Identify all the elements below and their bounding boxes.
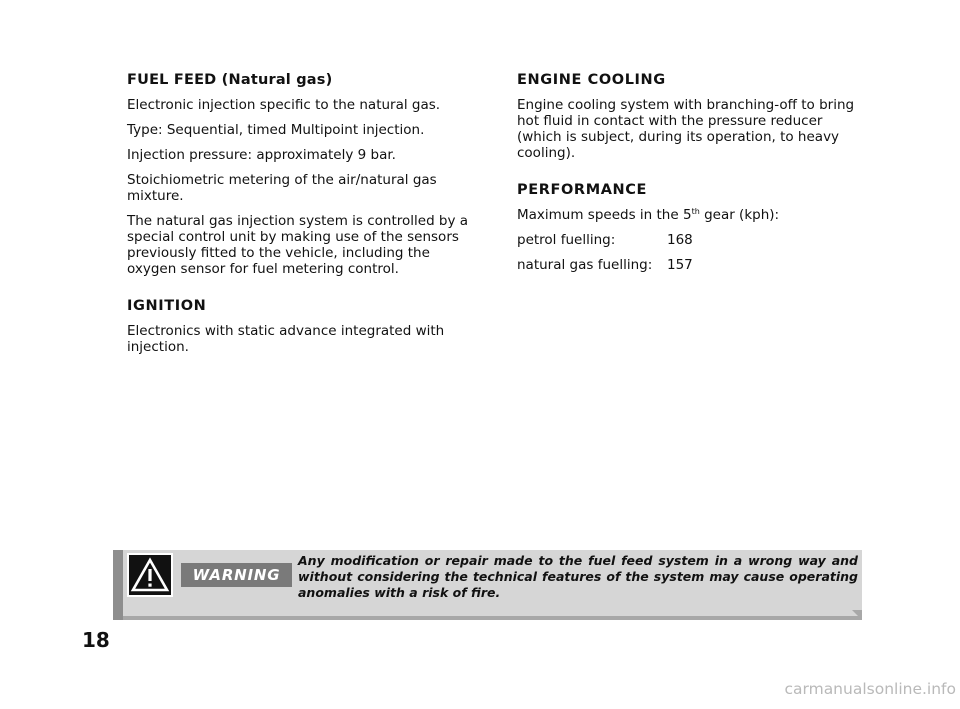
speed-row	[517, 232, 862, 248]
watermark: carmanualsonline.info	[784, 680, 956, 698]
engine-cooling-heading: ENGINE COOLING	[517, 72, 666, 88]
speed-row	[517, 257, 862, 273]
ignition-heading: IGNITION	[127, 298, 207, 314]
speed-row-label: petrol fuelling:	[517, 232, 616, 248]
page-number: 18	[82, 628, 110, 652]
speed-row-value: 168	[667, 232, 693, 248]
engine-cooling-paragraph: Engine cooling system with branching-off to bring hot fluid in contact with the pressure reducer (which is subject, during its operation, to heavy cooling).	[517, 97, 855, 161]
left-column	[127, 72, 472, 364]
speed-row-label: natural gas fuelling:	[517, 257, 653, 273]
fuel-feed-paragraph: The natural gas injection system is controlled by a special control unit by making use of the sensors previously fitted to the vehicle, including the oxygen sensor for fuel metering control.	[127, 213, 469, 277]
fuel-feed-paragraph: Type: Sequential, timed Multipoint injection.	[127, 122, 425, 138]
fuel-feed-paragraph: Stoichiometric metering of the air/natural gas mixture.	[127, 172, 437, 204]
fuel-feed-paragraph: Injection pressure: approximately 9 bar.	[127, 147, 396, 163]
right-column	[517, 72, 862, 282]
warning-box-corner	[852, 610, 862, 620]
performance-intro-text: Maximum speeds in the 5	[517, 207, 692, 223]
performance-intro-text-end: gear (kph):	[699, 207, 780, 223]
performance-intro-superscript: th	[691, 207, 700, 216]
performance-intro	[517, 207, 862, 223]
warning-label: WARNING	[181, 563, 292, 587]
warning-triangle-icon	[127, 553, 173, 597]
warning-text: Any modification or repair made to the fuel feed system in a wrong way and without considering the technical features of the system may cause operating anomalies with a risk of fire.	[298, 553, 858, 600]
fuel-feed-heading: FUEL FEED (Natural gas)	[127, 72, 333, 88]
speed-row-value: 157	[667, 257, 693, 273]
performance-heading: PERFORMANCE	[517, 182, 648, 198]
ignition-paragraph: Electronics with static advance integrated with injection.	[127, 323, 445, 355]
fuel-feed-paragraph: Electronic injection specific to the natural gas.	[127, 97, 441, 113]
